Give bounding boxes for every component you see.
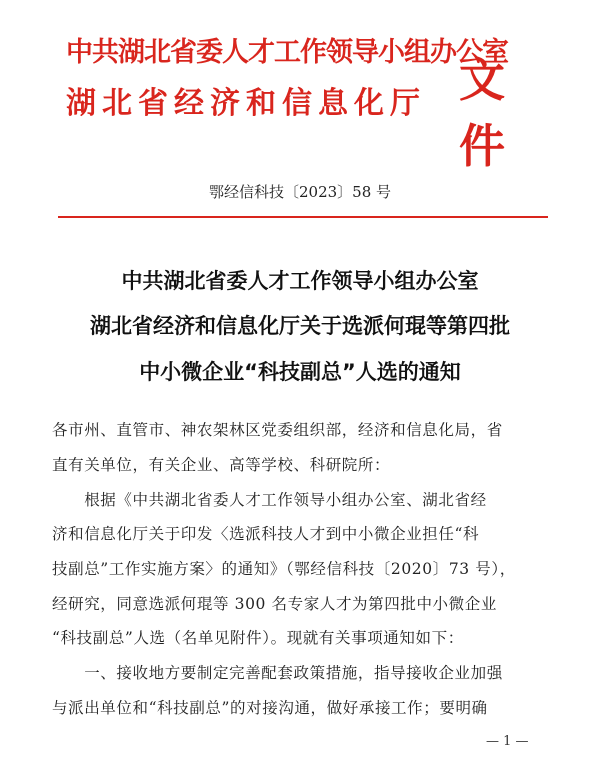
body-line: 直有关单位，有关企业、高等学校、科研院所：	[52, 456, 391, 474]
body-line: 各市州、直管市、神农架林区党委组织部，经济和信息化局，省	[52, 421, 503, 439]
title-line-3: 中小微企业“科技副总”人选的通知	[139, 360, 461, 384]
body-line: 与派出单位和“科技副总”的对接沟通，做好承接工作；要明确	[52, 699, 488, 717]
header-org-line-2: 湖北省经济和信息化厅	[66, 86, 426, 121]
body-line: 一、接收地方要制定完善配套政策措施，指导接收企业加强	[52, 664, 503, 682]
page-number: — 1 —	[486, 734, 529, 749]
red-separator-line	[58, 216, 548, 218]
document-header	[66, 30, 546, 173]
document-number: 鄂经信科技〔2023〕58 号	[208, 183, 392, 201]
body-line: 技副总”工作实施方案〉的通知》（鄂经信科技〔2020〕73 号），	[52, 560, 516, 578]
header-doc-type: 文件	[459, 53, 507, 173]
header-org-line-1: 中共湖北省委人才工作领导小组办公室	[66, 37, 508, 68]
title-line-1: 中共湖北省委人才工作领导小组办公室	[121, 269, 479, 293]
title-line-2: 湖北省经济和信息化厅关于选派何琨等第四批	[90, 314, 510, 338]
body-line: “科技副总”人选（名单见附件）。现就有关事项通知如下：	[52, 629, 464, 647]
body-line: 济和信息化厅关于印发〈选派科技人才到中小微企业担任“科	[52, 525, 480, 543]
body-line: 根据《中共湖北省委人才工作领导小组办公室、湖北省经	[52, 491, 487, 509]
body-line: 经研究，同意选派何琨等 300 名专家人才为第四批中小微企业	[52, 595, 497, 613]
